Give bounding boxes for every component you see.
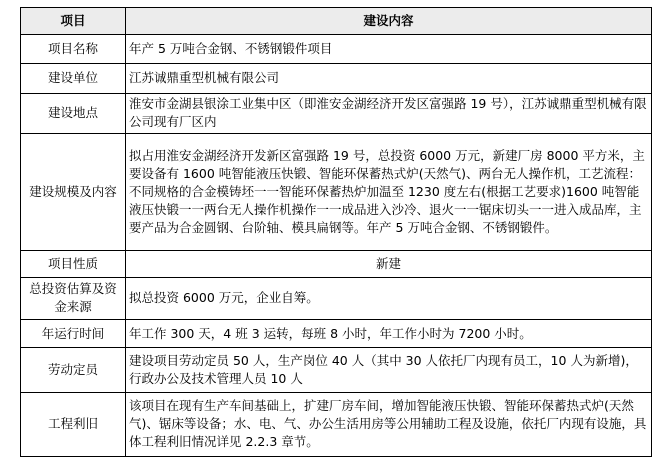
row-value-builder: 江苏诚鼎重型机械有限公司 xyxy=(126,64,652,93)
row-value-scale: 拟占用淮安金湖经济开发新区富强路 19 号，总投资 6000 万元，新建厂房 8000 平方米，主要设备有 1600 吨智能液压快锻、智能环保蓄热式炉(天然气)、两台无人操作机，工艺流程：不同规格的合金模铸坯一一智能环保蓄热炉加温至 1230 度左右(根据工艺要求)1600 吨智能液压快锻一一两台无人操作机操作一一成品进入沙冷、退火一一锯床切头一一进入成品库，主要产品为合金圆钢、台阶轴、模具扁钢等。年产 5 万吨合金钢、不锈钢锻件。 xyxy=(126,133,652,250)
row-value-reuse: 该项目在现有生产车间基础上，扩建厂房车间，增加智能液压快锻、智能环保蓄热式炉(天然气)、锯床等设备；水、电、气、办公生活用房等公用辅助工程及设施，依托厂内现有设施，具体工程利旧情况详见 2.2.3 章节。 xyxy=(126,392,652,457)
row-label-builder: 建设单位 xyxy=(21,64,126,93)
table-row xyxy=(21,64,652,93)
table-header-row xyxy=(21,8,652,35)
row-value-runtime: 年工作 300 天，4 班 3 运转，每班 8 小时，年工作小时为 7200 小时。 xyxy=(126,320,652,348)
row-label-investment: 总投资估算及资金来源 xyxy=(21,277,126,319)
row-label-project-name: 项目名称 xyxy=(21,35,126,64)
row-value-staffing: 建设项目劳动定员 50 人，生产岗位 40 人（其中 30 人依托厂内现有员工，10 人为新增)，行政办公及技术管理人员 10 人 xyxy=(126,348,652,392)
header-item: 项目 xyxy=(21,8,126,35)
row-label-runtime: 年运行时间 xyxy=(21,320,126,348)
row-label-nature: 项目性质 xyxy=(21,250,126,277)
project-info-table xyxy=(20,7,652,457)
row-label-staffing: 劳动定员 xyxy=(21,348,126,392)
table-row xyxy=(21,277,652,319)
row-value-investment: 拟总投资 6000 万元，企业自筹。 xyxy=(126,277,652,319)
row-label-reuse: 工程利旧 xyxy=(21,392,126,457)
table-row xyxy=(21,392,652,457)
table-row xyxy=(21,93,652,133)
row-value-nature: 新建 xyxy=(126,250,652,277)
row-label-location: 建设地点 xyxy=(21,93,126,133)
table-row xyxy=(21,320,652,348)
row-label-scale: 建设规模及内容 xyxy=(21,133,126,250)
table-row xyxy=(21,133,652,250)
header-content: 建设内容 xyxy=(126,8,652,35)
row-value-project-name: 年产 5 万吨合金钢、不锈钢锻件项目 xyxy=(126,35,652,64)
table-row xyxy=(21,250,652,277)
table-row xyxy=(21,348,652,392)
table-row xyxy=(21,35,652,64)
row-value-location: 淮安市金湖县银涂工业集中区（即淮安金湖经济开发区富强路 19 号），江苏诚鼎重型机械有限公司现有厂区内 xyxy=(126,93,652,133)
